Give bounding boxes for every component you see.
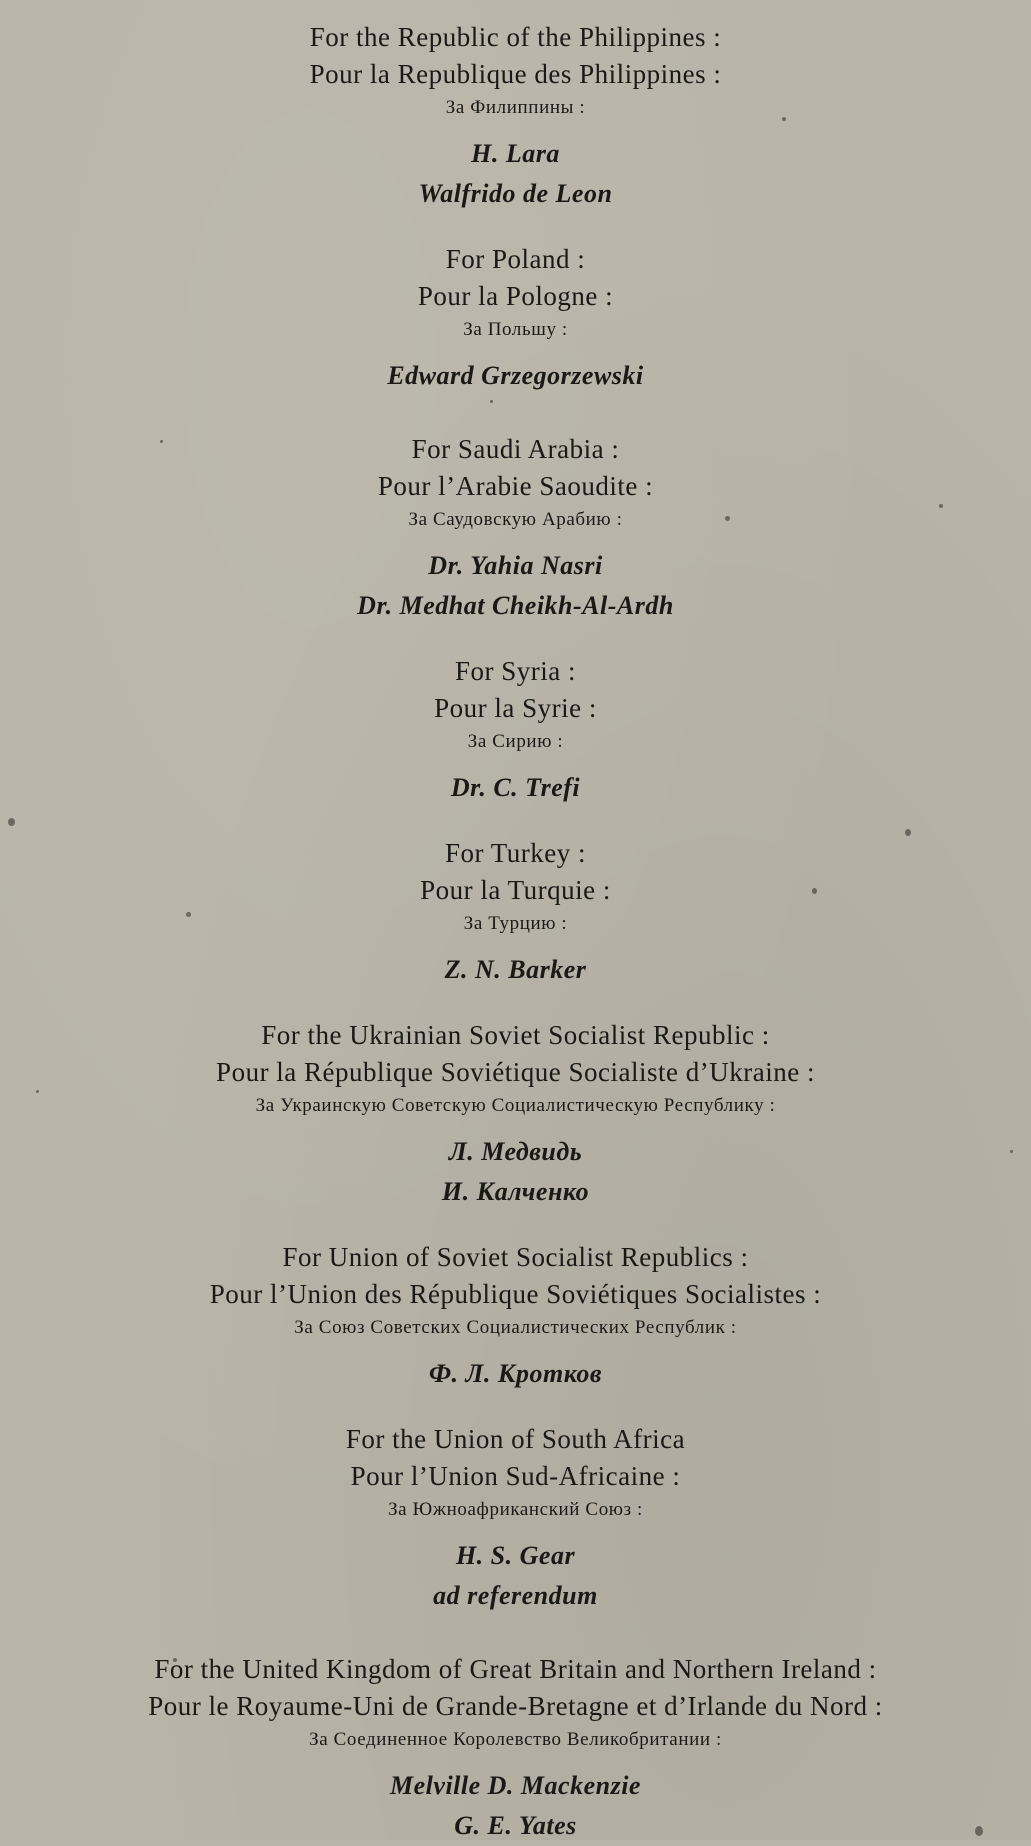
russian-heading: За Филиппины : (445, 97, 586, 118)
russian-heading: За Сирию : (467, 731, 564, 752)
signature-page-content (0, 18, 1031, 1846)
signatory-block-poland (0, 240, 1031, 396)
signature: H. S. Gear (455, 1541, 576, 1570)
russian-heading: За Союз Советских Социалистических Республик : (294, 1317, 737, 1338)
french-heading: Pour la Syrie : (434, 693, 597, 723)
signatory-block-south-africa (0, 1420, 1031, 1616)
signature: Walfrido de Leon (418, 179, 613, 208)
french-heading: Pour l’Arabie Saoudite : (377, 471, 654, 501)
english-heading: For Saudi Arabia : (411, 434, 620, 464)
signature: И. Калченко (441, 1177, 590, 1206)
russian-heading: За Украинскую Советскую Социалистическую Республику : (255, 1095, 776, 1116)
english-heading: For the Ukrainian Soviet Socialist Republic : (261, 1020, 770, 1050)
russian-heading: За Польшу : (463, 319, 568, 340)
signatory-block-united-kingdom (0, 1650, 1031, 1846)
signature: G. E. Yates (454, 1811, 577, 1840)
signature: Edward Grzegorzewski (387, 361, 644, 390)
signature: Melville D. Mackenzie (390, 1771, 641, 1800)
signature: Л. Медвидь (448, 1137, 583, 1166)
english-heading: For Poland : (445, 244, 586, 274)
english-heading: For the Republic of the Philippines : (309, 22, 722, 52)
french-heading: Pour la Turquie : (420, 875, 611, 905)
signature: H. Lara (471, 139, 560, 168)
french-heading: Pour la Republique des Philippines : (309, 59, 722, 89)
russian-heading: За Соединенное Королевство Великобритании : (309, 1729, 722, 1750)
russian-heading: За Саудовскую Арабию : (408, 509, 623, 530)
signature: Z. N. Barker (444, 955, 587, 984)
russian-heading: За Турцию : (463, 913, 568, 934)
signature: Ф. Л. Кротков (428, 1359, 603, 1388)
french-heading: Pour la République Soviétique Socialiste d’Ukraine : (216, 1057, 815, 1087)
signatory-block-saudi-arabia (0, 430, 1031, 626)
signature: Dr. Yahia Nasri (428, 551, 603, 580)
signature: Dr. Medhat Cheikh-Al-Ardh (357, 591, 674, 620)
signature: Dr. C. Trefi (450, 773, 581, 802)
english-heading: For Syria : (454, 656, 576, 686)
french-heading: Pour l’Union des République Soviétiques Socialistes : (209, 1279, 822, 1309)
signatory-block-ussr (0, 1238, 1031, 1394)
signatory-block-ukrainian-ssr (0, 1016, 1031, 1212)
signature-note: ad referendum (433, 1581, 598, 1610)
signatory-block-turkey (0, 834, 1031, 990)
english-heading: For Turkey : (444, 838, 587, 868)
english-heading: For Union of Soviet Socialist Republics : (282, 1242, 749, 1272)
russian-heading: За Южноафриканский Союз : (388, 1499, 643, 1520)
english-heading: For the Union of South Africa (345, 1424, 686, 1454)
french-heading: Pour le Royaume-Uni de Grande-Bretagne et d’Irlande du Nord : (148, 1691, 883, 1721)
signatory-block-philippines (0, 18, 1031, 214)
french-heading: Pour la Pologne : (417, 281, 614, 311)
french-heading: Pour l’Union Sud-Africaine : (350, 1461, 681, 1491)
signatory-block-syria (0, 652, 1031, 808)
english-heading: For the United Kingdom of Great Britain and Northern Ireland : (154, 1654, 877, 1684)
